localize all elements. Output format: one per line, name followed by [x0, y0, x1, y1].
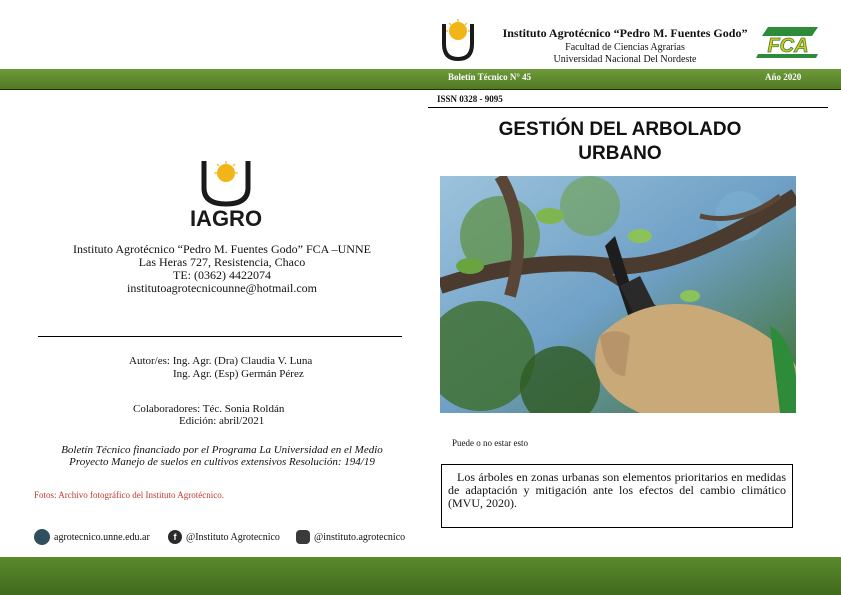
bulletin-number: Boletín Técnico N° 45	[448, 72, 532, 82]
fca-logo-text: FCA	[767, 35, 809, 57]
summary-box: Los árboles en zonas urbanas son elementos prioritarios en medidas de adaptación y mitigación ante los efectos del cambio climático (MVU, 2020).	[441, 464, 793, 528]
authors-block	[129, 355, 312, 381]
facebook-icon: f	[168, 530, 182, 544]
collaborators-block	[133, 403, 284, 427]
authors-line-1: Autor/es: Ing. Agr. (Dra) Claudia V. Luna	[129, 355, 313, 367]
edition-line: Edición: abril/2021	[179, 415, 265, 427]
facebook-handle[interactable]: @Instituto Agrotecnico	[186, 531, 280, 543]
iagro-small-logo	[440, 18, 476, 62]
title-line-2: URBANO	[578, 143, 662, 164]
photos-credit: Fotos: Archivo fotográfico del Instituto Agrotécnico.	[34, 490, 224, 500]
institution-email: institutoagrotecnicounne@hotmail.com	[126, 281, 317, 295]
web-link[interactable]: agrotecnico.unne.edu.ar	[54, 531, 150, 543]
header-band-shadow	[0, 89, 841, 90]
funding-block	[40, 444, 404, 468]
social-instagram[interactable]	[296, 530, 405, 544]
iagro-logo	[183, 158, 269, 230]
authors-line-2: Ing. Agr. (Esp) Germán Pérez	[173, 368, 304, 380]
title-line-1: GESTIÓN DEL ARBOLADO	[498, 119, 742, 140]
university-name: Universidad Nacional Del Nordeste	[553, 54, 697, 65]
iagro-logo-text: IAGRO	[189, 206, 263, 230]
globe-icon	[34, 529, 50, 545]
institute-name: Instituto Agrotécnico “Pedro M. Fuentes Godo”	[502, 26, 748, 40]
divider-rule	[38, 336, 402, 337]
social-facebook[interactable]	[168, 530, 280, 544]
faculty-name: Facultad de Ciencias Agrarias	[565, 42, 685, 53]
funding-line-1: Boletín Técnico financiado por el Programa La Universidad en el Medio	[61, 444, 383, 456]
page-title	[430, 118, 810, 166]
institution-phone: TE: (0362) 4422074	[173, 268, 271, 282]
cover-photo-pruning	[440, 176, 796, 413]
header-band	[0, 69, 841, 89]
issn: ISSN 0328 - 9095	[437, 94, 503, 104]
institution-name: Instituto Agrotécnico “Pedro M. Fuentes Godo” FCA –UNNE	[73, 242, 371, 256]
instagram-icon	[296, 530, 310, 544]
instagram-handle[interactable]: @instituto.agrotecnico	[314, 531, 406, 543]
funding-line-2: Proyecto Manejo de suelos en cultivos extensivos Resolución: 194/19	[69, 456, 375, 468]
fca-logo	[756, 24, 820, 60]
social-web[interactable]	[34, 529, 150, 545]
issn-rule	[428, 107, 828, 108]
bulletin-year: Año 2020	[765, 72, 802, 82]
collaborators-line: Colaboradores: Téc. Sonia Roldán	[133, 403, 285, 415]
photo-caption: Puede o no estar esto	[452, 438, 528, 448]
institution-info	[40, 243, 404, 295]
institution-address: Las Heras 727, Resistencia, Chaco	[138, 255, 306, 269]
footer-band	[0, 557, 841, 595]
